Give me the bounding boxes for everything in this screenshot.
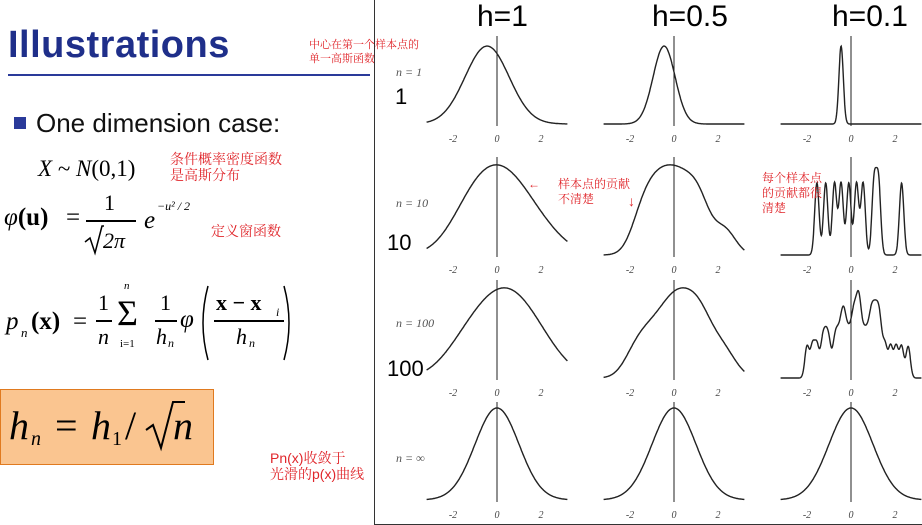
tick-label-r0-c2-2: 2 [892,134,898,145]
bandwidth-formula-box: h n = h 1 / n [0,389,214,465]
row-label-n100: n = 100 [396,316,435,330]
formula-window-function: φ(u) = 1 2π e −u² / 2 [4,190,191,253]
tick-label-r0-c1-1: 0 [671,134,677,145]
column-header-h01: h=0.1 [832,0,908,33]
tick-label-r2-c0-1: 0 [494,388,500,399]
row-label-ninf: n = ∞ [396,451,425,465]
tick-label-r1-c0-0: -2 [448,265,458,276]
tick-label-r0-c0-2: 2 [538,134,544,145]
tick-label-r1-c1-2: 2 [715,265,721,276]
formula-distribution: X ~ N(0,1) [38,156,136,181]
tick-label-r0-c0-0: -2 [448,134,458,145]
annotation-center-sample: 中心在第一个样本点的 单一高斯函数 [309,39,419,65]
annotation-conditional-density: 条件概率密度函数 是高斯分布 [170,151,282,183]
tick-label-r0-c1-2: 2 [715,134,721,145]
row-label-n1: n = 1 [396,65,423,79]
tick-label-r3-c2-0: -2 [802,510,812,521]
tick-label-r2-c0-2: 2 [538,388,544,399]
tick-label-r1-c2-0: -2 [802,265,812,276]
tick-label-r0-c0-1: 0 [494,134,500,145]
slide-title: Illustrations [8,24,230,66]
tick-label-r1-c1-0: -2 [625,265,635,276]
tick-label-r0-c2-1: 0 [848,134,854,145]
tick-label-r2-c2-0: -2 [802,388,812,399]
tick-label-r2-c0-0: -2 [448,388,458,399]
tick-label-r0-c1-0: -2 [625,134,635,145]
tick-label-r3-c1-2: 2 [715,510,721,521]
formula-density-estimate: p n (x) = 1 n n Σ i=1 1 h n φ x − x i h n [0,280,300,365]
annotation-converge: Pn(x)收敛于 光滑的p(x)曲线 [270,450,365,482]
tick-label-r0-c2-0: -2 [802,134,812,145]
tick-label-r2-c1-1: 0 [671,388,677,399]
tick-label-r3-c1-0: -2 [625,510,635,521]
tick-label-r3-c0-2: 2 [538,510,544,521]
tick-label-r3-c2-1: 0 [848,510,854,521]
tick-label-r3-c2-2: 2 [892,510,898,521]
tick-label-r1-c2-2: 2 [892,265,898,276]
tick-label-r2-c2-1: 0 [848,388,854,399]
tick-label-r3-c1-1: 0 [671,510,677,521]
tick-label-r3-c0-0: -2 [448,510,458,521]
annotation-contribution-clear: 每个样本点 的贡献都很 清楚 [762,171,823,215]
tick-label-r3-c0-1: 0 [494,510,500,521]
annotation-define-window: 定义窗函数 [211,223,281,239]
tick-label-r1-c2-1: 0 [848,265,854,276]
tick-label-r1-c0-2: 2 [538,265,544,276]
annotation-contribution-unclear: ← 样本点的贡献 不清楚 [528,177,631,206]
row-big-label-10: 10 [387,230,412,255]
annotation-arrow-down-icon: ↓ [628,193,635,209]
bullet-text: One dimension case: [36,108,281,138]
tick-label-r1-c1-1: 0 [671,265,677,276]
row-big-label-100: 100 [387,356,424,381]
tick-label-r2-c2-2: 2 [892,388,898,399]
column-header-h05: h=0.5 [652,0,728,33]
tick-label-r1-c0-1: 0 [494,265,500,276]
tick-label-r2-c1-0: -2 [625,388,635,399]
tick-label-r2-c1-2: 2 [715,388,721,399]
row-label-n10: n = 10 [396,196,429,210]
row-big-label-1: 1 [395,84,408,109]
column-header-h1: h=1 [477,0,528,33]
